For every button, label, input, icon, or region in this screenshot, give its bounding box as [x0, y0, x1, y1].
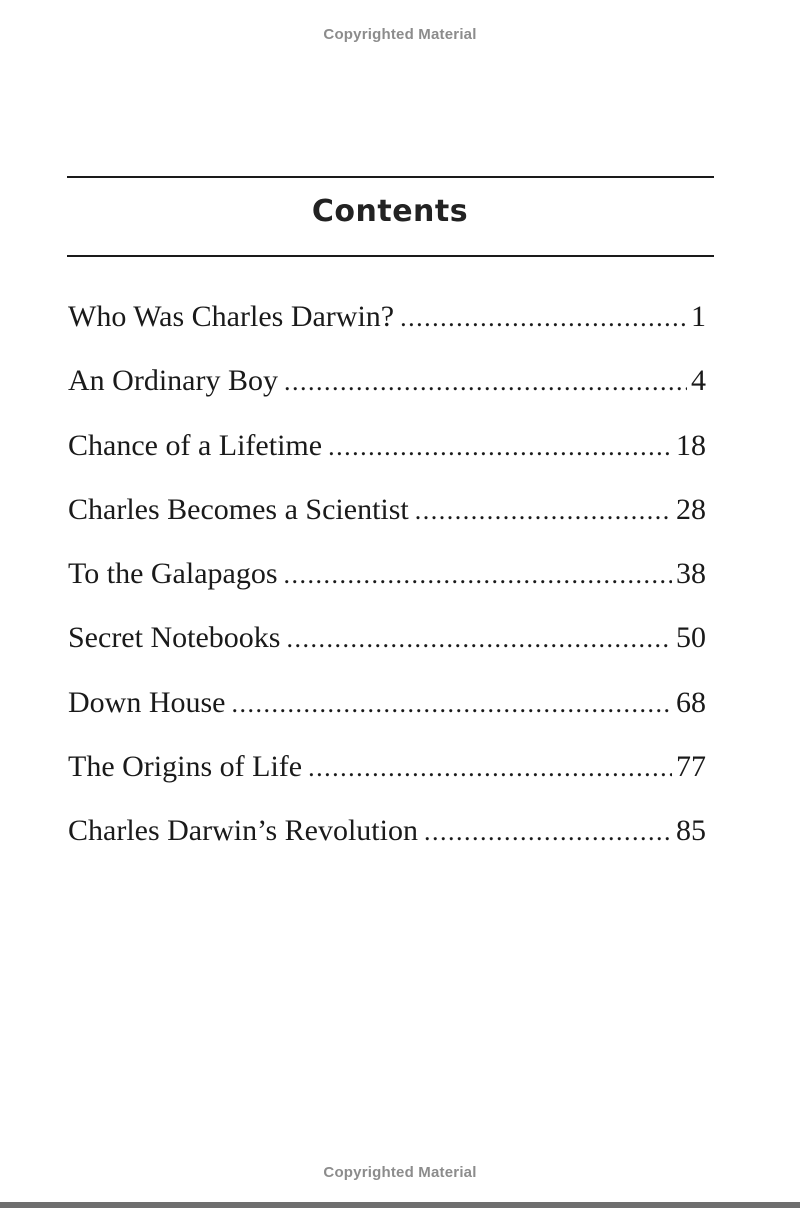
- toc-entry[interactable]: [68, 429, 706, 493]
- toc-entry-page: 18: [676, 428, 706, 462]
- watermark-top: Copyrighted Material: [323, 26, 477, 43]
- toc-entry-title: Who Was Charles Darwin?: [68, 300, 395, 333]
- toc-entry[interactable]: [68, 557, 706, 621]
- toc-entry-page: 4: [691, 364, 706, 398]
- toc-entry[interactable]: [68, 814, 706, 878]
- toc-entry-title: The Origins of Life: [68, 750, 303, 784]
- toc-entry[interactable]: [68, 686, 706, 750]
- bottom-rule: [67, 255, 714, 257]
- toc-leader-dots: [286, 624, 672, 654]
- toc-entry-title: An Ordinary Boy: [68, 364, 278, 398]
- toc-leader-dots: [328, 432, 672, 462]
- toc-entry-title: Down House: [68, 685, 226, 719]
- toc-entry[interactable]: [68, 750, 706, 814]
- top-rule: [67, 176, 714, 178]
- toc-entry-page: 1: [691, 300, 706, 333]
- toc-leader-dots: [232, 689, 673, 719]
- table-of-contents: [68, 300, 706, 879]
- toc-entry[interactable]: [68, 300, 706, 364]
- toc-leader-dots: [284, 560, 672, 590]
- toc-leader-dots: [308, 753, 672, 783]
- toc-entry-title: To the Galapagos: [68, 557, 278, 591]
- toc-entry[interactable]: [68, 621, 706, 685]
- toc-entry-title: Secret Notebooks: [68, 621, 281, 655]
- toc-entry-page: 28: [676, 492, 706, 526]
- toc-leader-dots: [424, 817, 672, 847]
- toc-entry-title: Charles Becomes a Scientist: [68, 492, 409, 526]
- toc-entry-title: Charles Darwin’s Revolution: [68, 814, 418, 848]
- toc-leader-dots: [284, 367, 687, 397]
- toc-entry-title: Chance of a Lifetime: [68, 428, 323, 462]
- toc-entry-page: 77: [676, 750, 706, 784]
- watermark-bottom: Copyrighted Material: [323, 1164, 477, 1181]
- toc-entry[interactable]: [68, 493, 706, 557]
- toc-entry-page: 85: [676, 814, 706, 848]
- toc-entry[interactable]: [68, 364, 706, 428]
- toc-leader-dots: [400, 303, 687, 333]
- scan-edge-bar: [0, 1202, 800, 1208]
- toc-entry-page: 68: [676, 685, 706, 719]
- toc-leader-dots: [415, 496, 672, 526]
- page-title: Contents: [311, 194, 469, 229]
- toc-entry-page: 50: [676, 621, 706, 655]
- toc-entry-page: 38: [676, 557, 706, 591]
